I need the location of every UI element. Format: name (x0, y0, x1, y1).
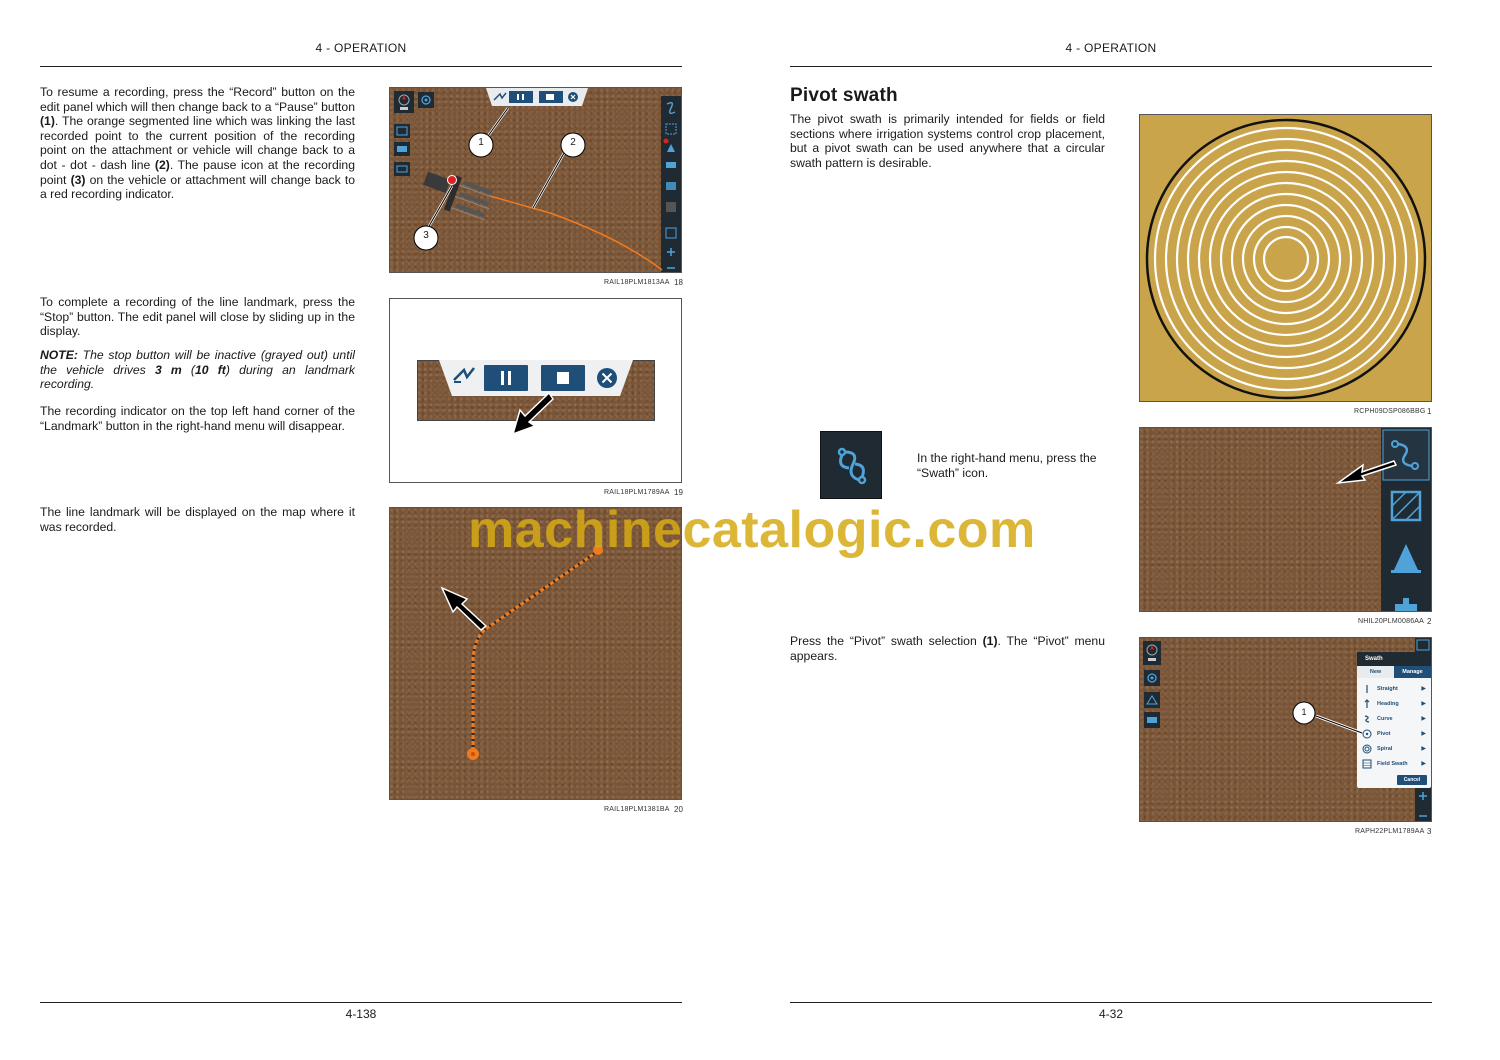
right-para-press-swath: In the right-hand menu, press the “Swath” icon. (917, 451, 1097, 480)
section-title-pivot-swath: Pivot swath (790, 85, 898, 106)
swath-menu-title: Swath (1365, 656, 1383, 662)
right-para-pivot-intro: The pivot swath is primarily intended for fields or field sections where irrigation systems control crop placement, but a pivot swath can be used anywhere that a circular swath pattern is desirable. (790, 112, 1105, 170)
figure-20-number: 20 (674, 805, 683, 814)
left-para-line-displayed: The line landmark will be displayed on the map where it was recorded. (40, 505, 355, 534)
figure-3-leader-line (1140, 638, 1432, 822)
figure-18-leader-lines (390, 88, 682, 273)
left-para-resume-recording: To resume a recording, press the “Record” button on the edit panel which will then change back to a “Pause” button (1). The orange segmented line which was linking the last recorded point to the current position of the recording point on the attachment or vehicle will change back to a dot - dot - dash line (2). The pause icon at the recording point (3) on the vehicle or attachment will change back to a red recording indicator. (40, 85, 355, 202)
swath-icon[interactable] (820, 431, 882, 499)
figure-1-number: 1 (1427, 407, 1432, 416)
left-header-rule (40, 66, 682, 67)
swath-cancel-button[interactable]: Cancel (1397, 775, 1427, 785)
swath-item-spiral[interactable]: Spiral ▶ (1357, 742, 1429, 756)
figure-3-caption: RAPH22PLM1789AA (1355, 828, 1425, 835)
figure-2-arrow (1140, 428, 1432, 612)
tab-new[interactable]: New (1357, 666, 1394, 678)
figure-1-pivot-rings (1139, 114, 1432, 402)
callout-2: 2 (570, 137, 576, 148)
left-footer-rule (40, 1002, 682, 1003)
callout-1: 1 (478, 137, 484, 148)
watermark-text: machinecatalogic.com (468, 501, 1036, 559)
left-page-number: 4-138 (345, 1007, 377, 1021)
swath-item-field-swath[interactable]: Field Swath ▶ (1357, 757, 1429, 771)
swath-item-pivot[interactable]: Pivot ▶ (1357, 727, 1429, 741)
right-footer-rule (790, 1002, 1432, 1003)
figure-18-number: 18 (674, 278, 683, 287)
figure-18-map-recording (389, 87, 682, 273)
tab-manage[interactable]: Manage (1394, 666, 1431, 678)
figure-19-edit-panel (389, 298, 682, 483)
swath-item-straight[interactable]: Straight ▶ (1377, 686, 1426, 692)
figure-2-number: 2 (1427, 617, 1432, 626)
figure-3-pivot-selection (1139, 637, 1432, 822)
left-note: NOTE: The stop button will be inactive (grayed out) until the vehicle drives 3 m (10 ft) during an landmark recording. (40, 348, 355, 392)
pivot-rings-drawing (1140, 115, 1432, 402)
edit-panel-large (417, 360, 655, 460)
figure-2-caption: NHIL20PLM0086AA (1358, 618, 1425, 625)
figure-19-number: 19 (674, 488, 683, 497)
callout-3: 3 (423, 230, 429, 241)
figure-2-swath-menu (1139, 427, 1432, 612)
figure-3-number: 3 (1427, 827, 1432, 836)
swath-item-curve[interactable]: Curve ▶ (1357, 712, 1429, 726)
right-header-rule (790, 66, 1432, 67)
figure-1-caption: RCPH09DSP086BBG (1354, 408, 1426, 415)
right-para-press-pivot: Press the “Pivot” swath selection (1). The “Pivot” menu appears. (790, 634, 1105, 663)
left-running-head: 4 - OPERATION (315, 41, 407, 55)
swath-item-heading[interactable]: Heading ▶ (1357, 697, 1429, 711)
left-para-indicator-disappear: The recording indicator on the top left hand corner of the “Landmark” button in the right-hand menu will disappear. (40, 404, 355, 433)
right-running-head: 4 - OPERATION (1065, 41, 1157, 55)
left-para-complete-recording: To complete a recording of the line landmark, press the “Stop” button. The edit panel will close by sliding up in the display. (40, 295, 355, 339)
right-page-number: 4-32 (1098, 1007, 1124, 1021)
callout-pivot-1: 1 (1301, 707, 1307, 717)
figure-20-caption: RAIL18PLM1381BA (604, 806, 670, 813)
figure-18-caption: RAIL18PLM1813AA (604, 279, 670, 286)
figure-19-caption: RAIL18PLM1789AA (604, 489, 670, 496)
